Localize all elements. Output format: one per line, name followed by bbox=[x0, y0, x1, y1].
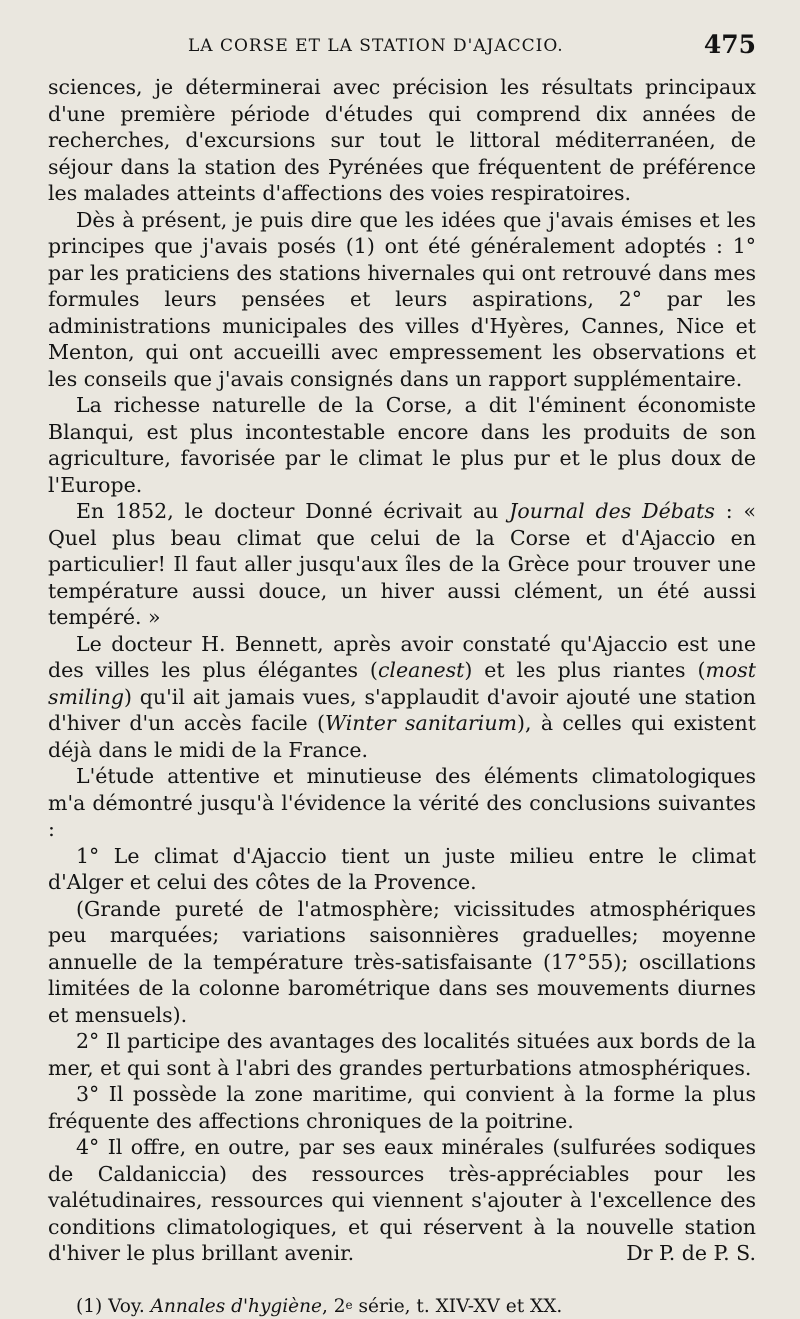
paragraph: La richesse naturelle de la Corse, a dit l'éminent économiste Blanqui, est plus incontestable encore dans les produits de son agriculture, favorisée par le climat le plus pur et le plus doux de l'Europe. bbox=[48, 393, 756, 497]
page-number: 475 bbox=[703, 30, 756, 59]
text-span: ) qu'il ait jamais vues, s'applaudit d'avoir ajouté une station d'hiver d'un accès facile ( bbox=[48, 684, 756, 735]
spacer bbox=[48, 1267, 756, 1295]
paragraph: sciences, je déterminerai avec précision les résultats principaux d'une première période d'études qui comprend dix années de recherches, d'excursions sur tout le littoral méditerranéen, de séjour dans la station des Pyrénées que fréquentent de préférence les malades atteints d'affections des voies respiratoires. bbox=[48, 75, 756, 205]
text-span: ) et les plus riantes ( bbox=[464, 658, 706, 682]
footnote bbox=[48, 1295, 756, 1319]
paragraph bbox=[48, 498, 756, 631]
text-span: Le docteur H. Bennett, après avoir constaté qu'Ajaccio est une des villes les plus élégantes ( bbox=[48, 631, 756, 682]
signature: Dr P. de P. S. bbox=[626, 1241, 756, 1265]
paragraph: (Grande pureté de l'atmosphère; vicissitudes atmosphériques peu marquées; variations saisonnières graduelles; moyenne annuelle de la température très-satisfaisante (17°55); oscillations limitées de la colonne barométrique dans ses mouvements diurnes et mensuels). bbox=[48, 896, 756, 1027]
footnote-rest: série, t. XIV-XV et XX. bbox=[352, 1295, 563, 1317]
paragraph: 3° Il possède la zone maritime, qui convient à la forme la plus fréquente des affections chroniques de la poitrine. bbox=[48, 1082, 756, 1133]
italic-term: cleanest bbox=[377, 658, 465, 682]
paragraph bbox=[48, 631, 756, 764]
italic-title: Journal des Débats bbox=[509, 499, 715, 523]
italic-term: most smiling bbox=[48, 658, 756, 709]
paragraph bbox=[48, 1134, 756, 1267]
paragraph: Dès à présent, je puis dire que les idées que j'avais émises et les principes que j'avais posés (1) ont été généralement adoptés : 1° par les praticiens des stations hivernales qui ont retrouvé dans mes formules leurs pensées et leurs aspirations, 2° par les administrations municipales des villes d'Hyères, Cannes, Nice et Menton, qui ont accueilli avec empressement les observations et les conseils que j'avais consignés dans un rapport supplémentaire. bbox=[48, 207, 756, 391]
body-text bbox=[48, 74, 756, 1267]
text-span: En 1852, le docteur Donné écrivait au bbox=[76, 499, 510, 523]
running-head: LA CORSE ET LA STATION D'AJACCIO. bbox=[188, 36, 564, 56]
text-span: ), à celles qui existent déjà dans le midi de la France. bbox=[48, 711, 756, 762]
footnote-serie: , 2 bbox=[321, 1295, 346, 1317]
paragraph: 2° Il participe des avantages des localités situées aux bords de la mer, et qui sont à l'abri des grandes perturbations atmosphériques. bbox=[48, 1029, 756, 1080]
paragraph: L'étude attentive et minutieuse des éléments climatologiques m'a démontré jusqu'à l'évidence la vérité des conclusions suivantes : bbox=[48, 764, 756, 841]
text-span: : « Quel plus beau climat que celui de la Corse et d'Ajaccio en particulier! Il faut aller jusqu'aux îles de la Grèce pour trouver une température aussi douce, un hiver aussi clément, un été aussi tempéré. » bbox=[48, 499, 756, 629]
footnote-title: Annales d'hygiène bbox=[150, 1295, 322, 1317]
text-span: 4° Il offre, en outre, par ses eaux minérales (sulfurées sodiques de Caldaniccia) des ressources très-appréciables pour les valétudinaires, ressources qui viennent s'ajouter à l'excellence des conditions climatologiques, et qui réservent à la nouvelle station d'hiver le plus brillant avenir. bbox=[48, 1135, 756, 1265]
page-header bbox=[48, 30, 756, 74]
document-page bbox=[48, 30, 756, 1317]
italic-term: Winter sanitarium bbox=[325, 711, 517, 735]
paragraph: 1° Le climat d'Ajaccio tient un juste milieu entre le climat d'Alger et celui des côtes de la Provence. bbox=[48, 843, 756, 894]
footnote-marker: (1) Voy. bbox=[76, 1295, 151, 1317]
footnote-superscript: e bbox=[345, 1297, 353, 1312]
